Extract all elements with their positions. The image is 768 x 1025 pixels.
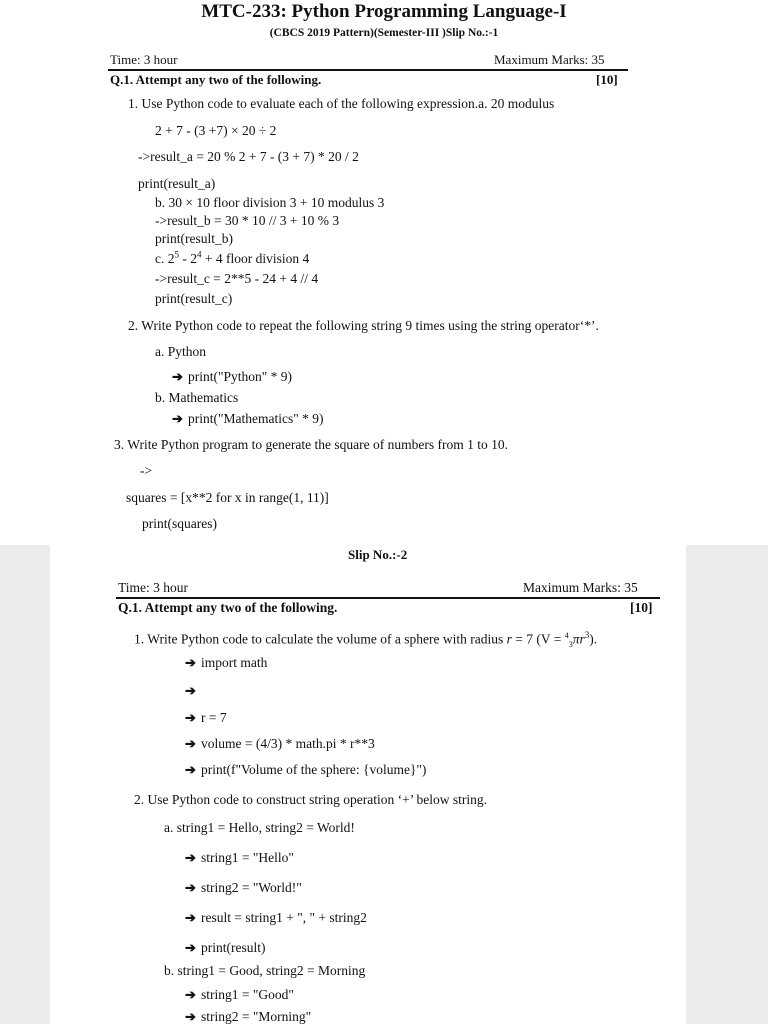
s1-q3-arrow: -> bbox=[140, 463, 153, 478]
s2-q2-text: 2. Use Python code to construct string operation ‘+’ below string. bbox=[134, 792, 488, 807]
slip2-divider bbox=[116, 597, 660, 599]
s1-q1-b: b. 30 × 10 floor division 3 + 10 modulus 3 bbox=[155, 195, 385, 210]
slip1-divider bbox=[108, 69, 628, 71]
slip2-question-marks: [10] bbox=[630, 600, 653, 615]
slip1-subtitle: (CBCS 2019 Pattern)(Semester-III )Slip No.:-1 bbox=[269, 27, 499, 39]
arrow-icon: ➔ bbox=[185, 655, 196, 670]
slip1-question-heading: Q.1. Attempt any two of the following. bbox=[110, 72, 322, 87]
s1-q3-text: 3. Write Python program to generate the square of numbers from 1 to 10. bbox=[114, 437, 508, 452]
slip1-time: Time: 3 hour bbox=[110, 52, 178, 67]
s2-q1-code-line: ➔ print(f"Volume of the sphere: {volume}") bbox=[185, 762, 427, 777]
arrow-icon: ➔ bbox=[185, 910, 196, 925]
arrow-icon: ➔ bbox=[185, 987, 196, 1002]
s1-q1-text: 1. Use Python code to evaluate each of the following expression.a. 20 modulus bbox=[128, 96, 555, 111]
arrow-icon: ➔ bbox=[185, 710, 196, 725]
s1-q2-text: 2. Write Python code to repeat the following string 9 times using the string operator‘*’. bbox=[128, 318, 599, 333]
s1-q2-a-code: ➔ print("Python" * 9) bbox=[172, 369, 293, 384]
s1-q2-b: b. Mathematics bbox=[155, 390, 239, 405]
slip1-max-marks: Maximum Marks: 35 bbox=[494, 52, 605, 67]
arrow-icon: ➔ bbox=[185, 736, 196, 751]
arrow-icon: ➔ bbox=[172, 369, 183, 384]
s1-q1-print-c: print(result_c) bbox=[155, 291, 233, 306]
s1-q1-result-c: ->result_c = 2**5 - 24 + 4 // 4 bbox=[155, 271, 319, 286]
arrow-icon: ➔ bbox=[172, 411, 183, 426]
s1-q1-result-b: ->result_b = 30 * 10 // 3 + 10 % 3 bbox=[155, 213, 340, 228]
s2-q2-a-code: ➔ result = string1 + ", " + string2 bbox=[185, 910, 367, 925]
right-margin-band bbox=[686, 545, 768, 1024]
slip2-max-marks: Maximum Marks: 35 bbox=[523, 580, 638, 595]
slip1-question-marks: [10] bbox=[596, 72, 618, 87]
s2-q1-code-line: ➔ import math bbox=[185, 655, 268, 670]
slip2-question-heading: Q.1. Attempt any two of the following. bbox=[118, 600, 338, 615]
left-margin-band bbox=[0, 545, 50, 1024]
s1-q1-expr-a: 2 + 7 - (3 +7) × 20 ÷ 2 bbox=[155, 123, 277, 138]
s1-q3-code2: print(squares) bbox=[142, 516, 217, 531]
s1-q1-print-a: print(result_a) bbox=[138, 176, 216, 191]
s2-q2-b-code: ➔ string1 = "Good" bbox=[185, 987, 294, 1002]
s2-q2-a-code: ➔ string1 = "Hello" bbox=[185, 850, 294, 865]
s2-q2-b: b. string1 = Good, string2 = Morning bbox=[164, 963, 366, 978]
s1-q1-print-b: print(result_b) bbox=[155, 231, 233, 246]
arrow-icon: ➔ bbox=[185, 880, 196, 895]
slip2-time: Time: 3 hour bbox=[118, 580, 189, 595]
arrow-icon: ➔ bbox=[185, 850, 196, 865]
s1-q3-code1: squares = [x**2 for x in range(1, 11)] bbox=[126, 490, 329, 505]
s2-q2-a: a. string1 = Hello, string2 = World! bbox=[164, 820, 355, 835]
s2-q1-code-line: ➔ r = 7 bbox=[185, 710, 227, 725]
s1-q2-a: a. Python bbox=[155, 344, 207, 359]
arrow-icon: ➔ bbox=[185, 940, 196, 955]
s1-q1-result-a: ->result_a = 20 % 2 + 7 - (3 + 7) * 20 / 2 bbox=[138, 149, 359, 164]
s2-q2-a-code: ➔ string2 = "World!" bbox=[185, 880, 302, 895]
s2-q2-b-code: ➔ string2 = "Morning" bbox=[185, 1009, 312, 1024]
s1-q2-b-code: ➔ print("Mathematics" * 9) bbox=[172, 411, 324, 426]
arrow-icon: ➔ bbox=[185, 762, 196, 777]
s2-q1-code-line: ➔ volume = (4/3) * math.pi * r**3 bbox=[185, 736, 375, 751]
s2-q2-a-code: ➔ print(result) bbox=[185, 940, 266, 955]
arrow-icon: ➔ bbox=[185, 1009, 196, 1024]
s2-q1-code-line bbox=[185, 683, 201, 699]
arrow-icon: ➔ bbox=[185, 683, 196, 698]
s1-q1-c: c. $2^5 - 2^4 + 4$ floor division 4 bbox=[155, 249, 310, 266]
slip2-page bbox=[50, 545, 686, 1024]
slip1-title: MTC-233: Python Programming Language-I bbox=[201, 1, 567, 22]
s2-q1-text: 1. Write Python code to calculate the volume of a sphere with radius r = 7 $(V = ^4_3\pi r^3)$. bbox=[134, 630, 598, 650]
slip2-heading: Slip No.:-2 bbox=[348, 547, 408, 562]
